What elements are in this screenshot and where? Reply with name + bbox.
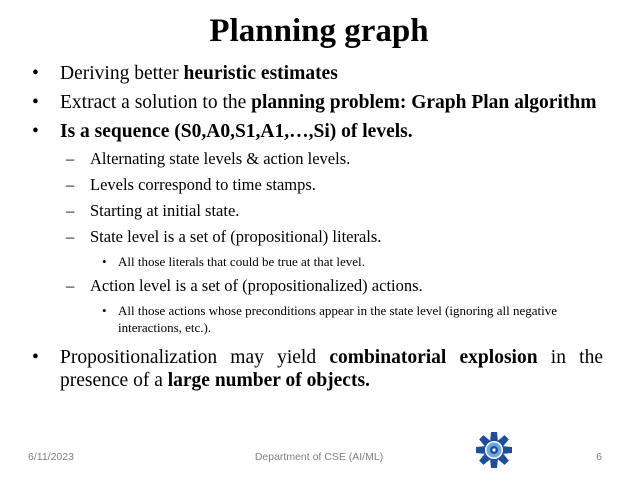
dash-marker: – [66, 201, 75, 220]
dash-marker: – [66, 227, 75, 246]
sub-bullet-text: Levels correspond to time stamps. [90, 175, 316, 194]
bullet-dot: • [32, 92, 39, 113]
bullet-dot: • [102, 254, 107, 269]
sub-sub-bullet-actions [28, 302, 603, 336]
bullet-sequence [28, 120, 603, 143]
bullet-bold-text: heuristic estimates [183, 63, 338, 84]
bullet-extract-solution [28, 91, 603, 114]
dash-marker: – [66, 276, 75, 295]
bullet-text: Propositionalization may yield [60, 347, 330, 368]
bullet-text: Extract a solution to the [60, 92, 252, 113]
bullet-bold-text: Is a sequence (S0,A0,S1,A1,…,Si) of levels. [60, 121, 413, 142]
bullet-dot: • [32, 63, 39, 84]
dash-marker: – [66, 175, 75, 194]
bullet-bold-text: large number of objects. [167, 370, 370, 391]
sub-bullet-text: State level is a set of (propositional) literals. [90, 227, 382, 246]
footer-page-number: 6 [596, 451, 602, 463]
slide-title: Planning graph [209, 13, 429, 49]
bullet-bold-text: planning problem: Graph Plan algorithm [251, 92, 597, 113]
sub-bullet-text: Action level is a set of (propositionalized) actions. [90, 276, 423, 295]
bullet-dot: • [32, 347, 39, 368]
bullet-text: Deriving better [60, 63, 184, 84]
sub-sub-bullet-literals [28, 253, 603, 270]
bullet-propositionalization [28, 346, 603, 392]
slide-content [28, 62, 603, 398]
sub-sub-bullet-text: All those actions whose preconditions appear in the state level (ignoring all negative interactions, etc.). [118, 303, 557, 335]
footer-department: Department of CSE (AI/ML) [254, 451, 384, 463]
sub-bullet-time-stamps [28, 175, 603, 194]
sub-bullet-action-level [28, 276, 603, 295]
dash-marker: – [66, 149, 75, 168]
footer-date: 6/11/2023 [28, 451, 74, 463]
sub-bullet-state-level [28, 227, 603, 246]
sub-bullet-text: Alternating state levels & action levels. [90, 149, 351, 168]
institution-emblem-icon [474, 430, 514, 470]
sub-bullet-text: Starting at initial state. [90, 201, 240, 220]
bullet-text: in the presence of a [60, 347, 603, 391]
bullet-bold-text: combinatorial explosion [329, 347, 538, 368]
bullet-dot: • [102, 303, 107, 318]
sub-bullet-initial-state [28, 201, 603, 220]
sub-bullet-alternating [28, 149, 603, 168]
bullet-dot: • [32, 121, 39, 142]
sub-sub-bullet-text: All those literals that could be true at that level. [118, 254, 365, 269]
bullet-heuristic [28, 62, 603, 85]
